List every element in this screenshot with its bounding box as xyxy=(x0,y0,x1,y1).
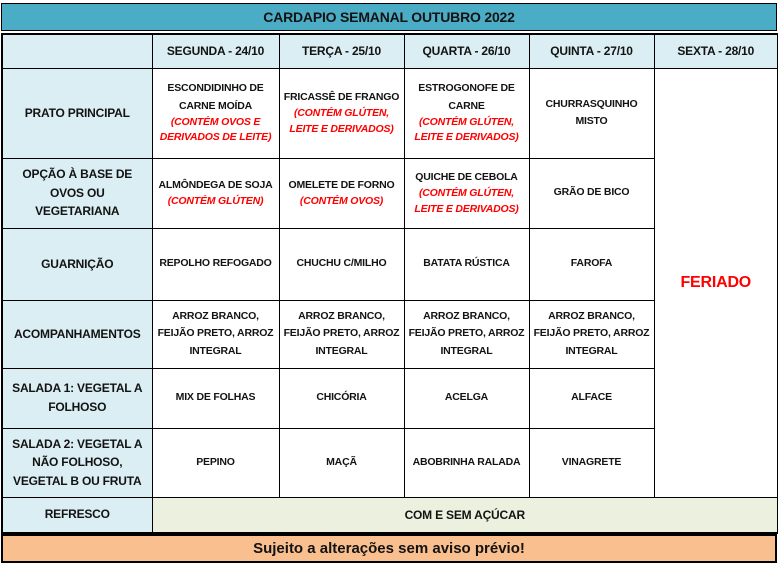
menu-cell xyxy=(152,68,279,158)
menu-item: VINAGRETE xyxy=(561,455,622,468)
menu-item: ESTROGONOFE DE CARNE xyxy=(418,82,515,112)
menu-item: OMELETE DE FORNO xyxy=(288,178,395,191)
header-row xyxy=(2,34,778,68)
allergen-note: (CONTÉM GLÚTEN, LEITE E DERIVADOS) xyxy=(289,107,394,135)
title-bar xyxy=(1,3,777,31)
menu-cell xyxy=(529,428,654,497)
day-header-terca: TERÇA - 25/10 xyxy=(279,34,404,68)
allergen-note: (CONTÉM GLÚTEN, LEITE E DERIVADOS) xyxy=(414,116,519,144)
menu-cell xyxy=(279,428,404,497)
menu-cell xyxy=(152,228,279,300)
footer-bar xyxy=(1,534,777,563)
day-header-sexta: SEXTA - 28/10 xyxy=(654,34,778,68)
menu-cell xyxy=(404,300,529,368)
weekly-menu-table xyxy=(1,33,778,534)
menu-cell xyxy=(404,428,529,497)
day-header-quarta: QUARTA - 26/10 xyxy=(404,34,529,68)
menu-cell xyxy=(404,368,529,428)
allergen-note: (CONTÉM GLÚTEN, LEITE E DERIVADOS) xyxy=(414,187,519,215)
menu-cell xyxy=(152,158,279,228)
allergen-note: (CONTÉM GLÚTEN) xyxy=(167,195,264,208)
row-label-prato-principal: PRATO PRINCIPAL xyxy=(2,68,152,158)
menu-cell xyxy=(152,368,279,428)
menu-item: MAÇÃ xyxy=(326,455,357,468)
refresco-row xyxy=(2,497,778,533)
menu-item: BATATA RÚSTICA xyxy=(423,257,510,270)
menu-cell xyxy=(529,158,654,228)
menu-cell xyxy=(152,428,279,497)
menu-item: CHURRASQUINHO MISTO xyxy=(545,97,638,127)
feriado-cell: FERIADO xyxy=(654,68,778,497)
menu-item: FRICASSÊ DE FRANGO xyxy=(283,91,400,104)
menu-item: ALFACE xyxy=(571,391,612,404)
menu-item: ACELGA xyxy=(444,391,489,404)
menu-item: ALMÔNDEGA DE SOJA xyxy=(158,178,273,191)
table-row xyxy=(2,68,778,158)
menu-item: REPOLHO REFOGADO xyxy=(159,257,272,270)
menu-cell xyxy=(404,228,529,300)
menu-item: ARROZ BRANCO, FEIJÃO PRETO, ARROZ INTEGRAL xyxy=(408,310,525,357)
allergen-note: (CONTÉM OVOS E DERIVADOS DE LEITE) xyxy=(159,116,272,144)
menu-cell xyxy=(404,68,529,158)
corner-cell xyxy=(2,34,152,68)
day-header-segunda: SEGUNDA - 24/10 xyxy=(152,34,279,68)
menu-item: ARROZ BRANCO, FEIJÃO PRETO, ARROZ INTEGRAL xyxy=(283,310,400,357)
menu-item: CHICÓRIA xyxy=(316,391,367,404)
allergen-note: (CONTÉM OVOS) xyxy=(299,195,384,208)
menu-item: ABOBRINHA RALADA xyxy=(412,455,521,468)
menu-cell xyxy=(529,300,654,368)
menu-cell xyxy=(529,68,654,158)
menu-cell xyxy=(279,158,404,228)
menu-cell xyxy=(529,368,654,428)
row-label-salada-1: SALADA 1: VEGETAL A FOLHOSO xyxy=(2,368,152,428)
refresco-value-cell: COM E SEM AÇÚCAR xyxy=(152,497,778,533)
menu-cell xyxy=(279,300,404,368)
menu-cell xyxy=(529,228,654,300)
row-label-acompanhamentos: ACOMPANHAMENTOS xyxy=(2,300,152,368)
row-label-guarnicao: GUARNIÇÃO xyxy=(2,228,152,300)
menu-cell xyxy=(279,68,404,158)
menu-item: ESCONDIDINHO DE CARNE MOÍDA xyxy=(167,82,264,112)
row-label-opcao-vegetariana: OPÇÃO À BASE DE OVOS OU VEGETARIANA xyxy=(2,158,152,228)
page-title: CARDAPIO SEMANAL OUTUBRO 2022 xyxy=(263,9,515,25)
menu-item: FAROFA xyxy=(570,257,613,270)
menu-item: ARROZ BRANCO, FEIJÃO PRETO, ARROZ INTEGRAL xyxy=(157,310,274,357)
row-label-salada-2: SALADA 2: VEGETAL A NÃO FOLHOSO, VEGETAL B OU FRUTA xyxy=(2,428,152,497)
menu-item: ARROZ BRANCO, FEIJÃO PRETO, ARROZ INTEGRAL xyxy=(533,310,650,357)
menu-item: CHUCHU C/MILHO xyxy=(296,257,387,270)
footer-note: Sujeito a alterações sem aviso prévio! xyxy=(253,540,525,557)
day-header-quinta: QUINTA - 27/10 xyxy=(529,34,654,68)
menu-cell xyxy=(279,228,404,300)
menu-cell xyxy=(279,368,404,428)
menu-item: MIX DE FOLHAS xyxy=(175,391,256,404)
menu-cell xyxy=(404,158,529,228)
menu-cell xyxy=(152,300,279,368)
row-label-refresco: REFRESCO xyxy=(2,497,152,533)
menu-item: QUICHE DE CEBOLA xyxy=(415,171,518,184)
menu-item: PEPINO xyxy=(196,455,235,468)
menu-item: GRÃO DE BICO xyxy=(553,186,630,199)
